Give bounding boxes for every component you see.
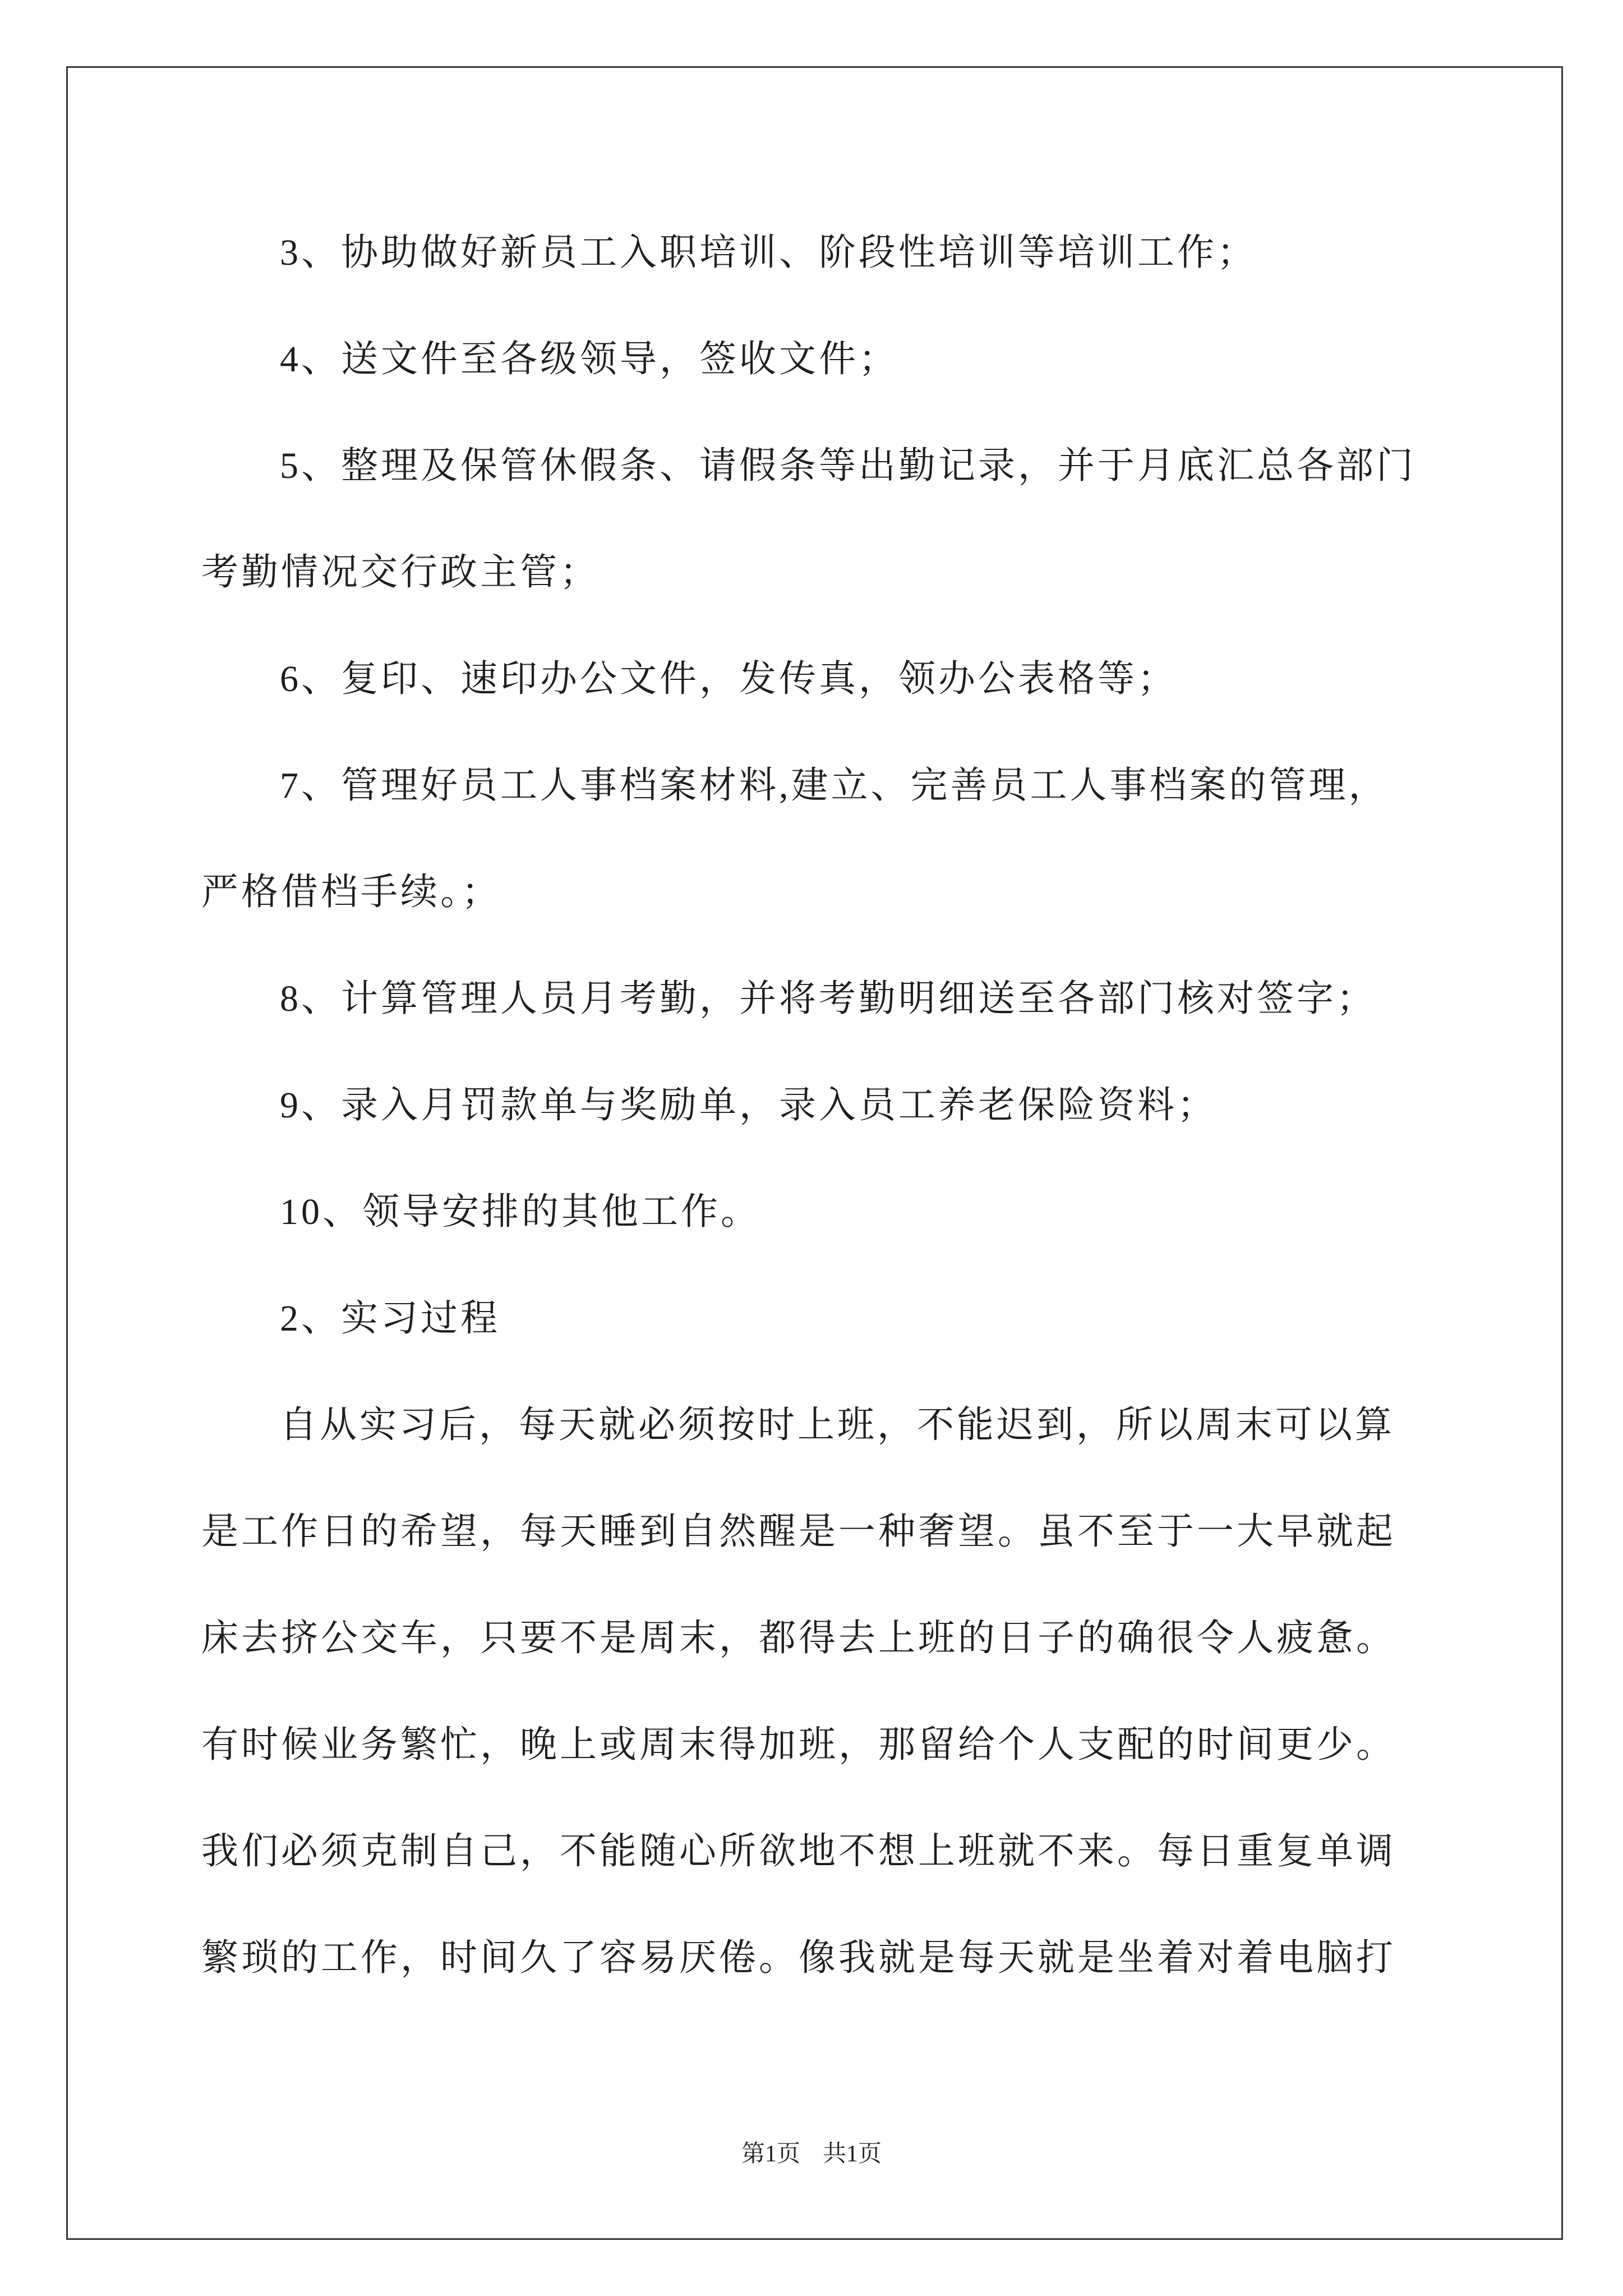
page-total: 共1页 (823, 2141, 882, 2167)
paragraph-line: 自从实习后，每天就必须按时上班，不能迟到，所以周末可以算 (280, 1405, 1395, 1446)
paragraph-line: 我们必须克制自己，不能随心所欲地不想上班就不来。每日重复单调 (201, 1831, 1396, 1872)
paragraph-line: 床去挤公交车，只要不是周末，都得去上班的日子的确很令人疲惫。 (201, 1618, 1396, 1659)
paragraph-line: 8、计算管理人员月考勤，并将考勤明细送至各部门核对签字； (280, 978, 1376, 1019)
paragraph-line: 10、领导安排的其他工作。 (280, 1191, 760, 1232)
paragraph-line: 6、复印、速印办公文件，发传真，领办公表格等； (280, 659, 1177, 700)
body-paragraph (201, 1372, 1547, 2012)
paragraph-item-4 (201, 306, 1547, 413)
paragraph-line: 9、录入月罚款单与奖励单，录入员工养老保险资料； (280, 1085, 1217, 1126)
paragraph-line: 繁琐的工作，时间久了容易厌倦。像我就是每天就是坐着对着电脑打 (201, 1938, 1396, 1978)
paragraph-line: 是工作日的希望，每天睡到自然醒是一种奢望。虽不至于一大早就起 (201, 1511, 1396, 1552)
paragraph-line: 严格借档手续。； (201, 872, 501, 913)
paragraph-item-8 (201, 946, 1547, 1052)
paragraph-line: 有时候业务繁忙，晚上或周末得加班，那留给个人支配的时间更少。 (201, 1724, 1396, 1765)
paragraph-line: 7、管理好员工人事档案材料,建立、完善员工人事档案的管理， (280, 765, 1389, 806)
section-heading (201, 1266, 1547, 1372)
paragraph-line: 4、送文件至各级领导，签收文件； (280, 339, 898, 380)
paragraph-item-9 (201, 1052, 1547, 1159)
paragraph-item-6 (201, 626, 1547, 733)
paragraph-item-3 (201, 200, 1547, 306)
paragraph-item-5 (201, 413, 1547, 626)
section-heading-text: 2、实习过程 (280, 1298, 500, 1339)
paragraph-line: 3、协助做好新员工入职培训、阶段性培训等培训工作； (280, 232, 1257, 273)
page-number: 第1页 (741, 2141, 800, 2167)
paragraph-line: 5、整理及保管休假条、请假条等出勤记录，并于月底汇总各部门 (280, 445, 1416, 486)
paragraph-item-10 (201, 1159, 1547, 1266)
page-footer (0, 2138, 1623, 2170)
paragraph-item-7 (201, 733, 1547, 946)
paragraph-line: 考勤情况交行政主管； (201, 552, 600, 593)
document-body (201, 200, 1547, 2012)
